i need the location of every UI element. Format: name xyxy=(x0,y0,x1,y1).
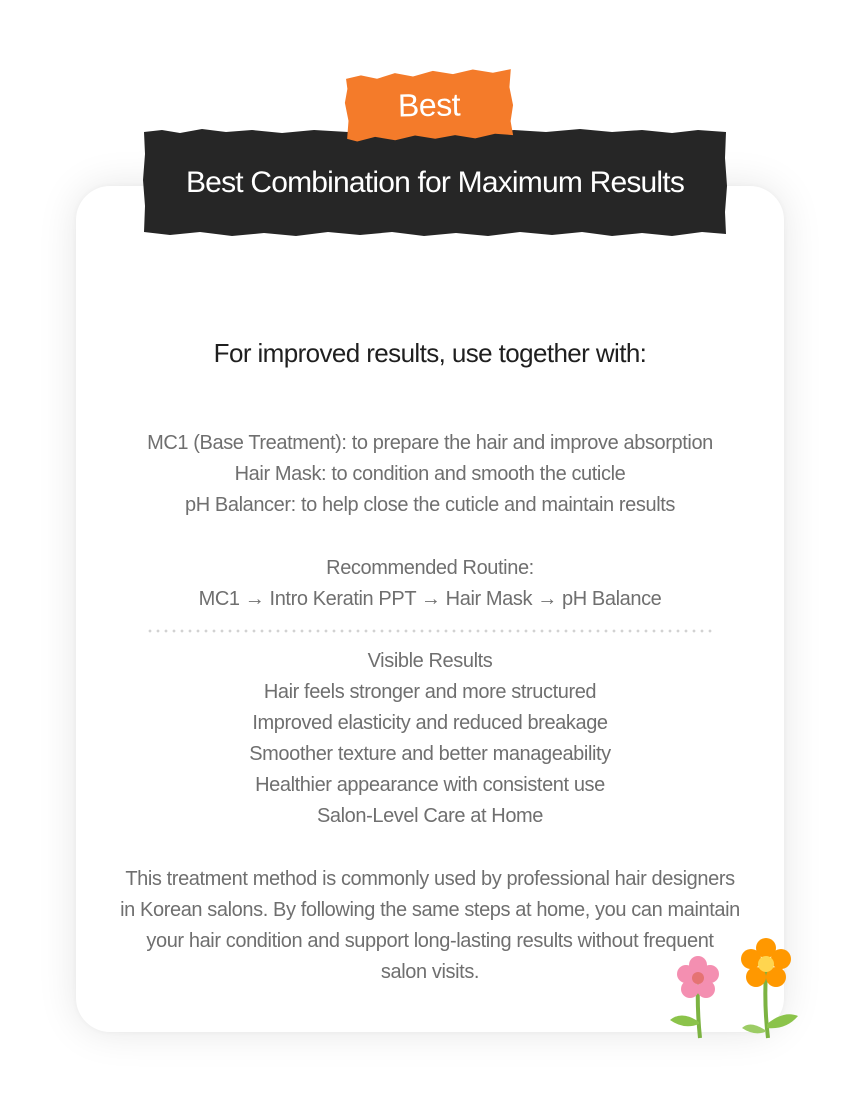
routine-block xyxy=(76,553,784,615)
results-list xyxy=(76,646,784,832)
combination-list xyxy=(76,428,784,521)
banner-title: Best Combination for Maximum Results xyxy=(185,166,685,199)
closing-line: This treatment method is commonly used by professional hair designers xyxy=(125,868,735,890)
best-tag xyxy=(343,65,515,145)
routine-title: Recommended Routine: xyxy=(326,557,534,579)
combination-item: MC1 (Base Treatment): to prepare the hair and improve absorption xyxy=(147,432,713,454)
result-item: Healthier appearance with consistent use xyxy=(255,774,605,796)
result-item: Salon-Level Care at Home xyxy=(316,805,544,827)
combination-item: pH Balancer: to help close the cuticle and maintain results xyxy=(184,494,675,516)
result-item: Smoother texture and better manageability xyxy=(249,743,611,765)
section-subheading: For improved results, use together with: xyxy=(213,338,647,368)
results-title: Visible Results xyxy=(367,650,493,672)
result-item: Hair feels stronger and more structured xyxy=(263,681,597,703)
routine-steps: MC1 → Intro Keratin PPT → Hair Mask → pH Balance xyxy=(198,588,662,610)
result-item: Improved elasticity and reduced breakage xyxy=(252,712,608,734)
closing-line: in Korean salons. By following the same steps at home, you can maintain xyxy=(120,899,740,921)
title-banner xyxy=(142,128,728,238)
closing-line: your hair condition and support long-lasting results without frequent xyxy=(146,930,714,952)
dotted-divider xyxy=(146,629,716,633)
flowers-icon xyxy=(664,930,804,1042)
combination-item: Hair Mask: to condition and smooth the cuticle xyxy=(234,463,626,485)
best-label: Best xyxy=(397,85,461,124)
closing-line: salon visits. xyxy=(380,961,480,983)
